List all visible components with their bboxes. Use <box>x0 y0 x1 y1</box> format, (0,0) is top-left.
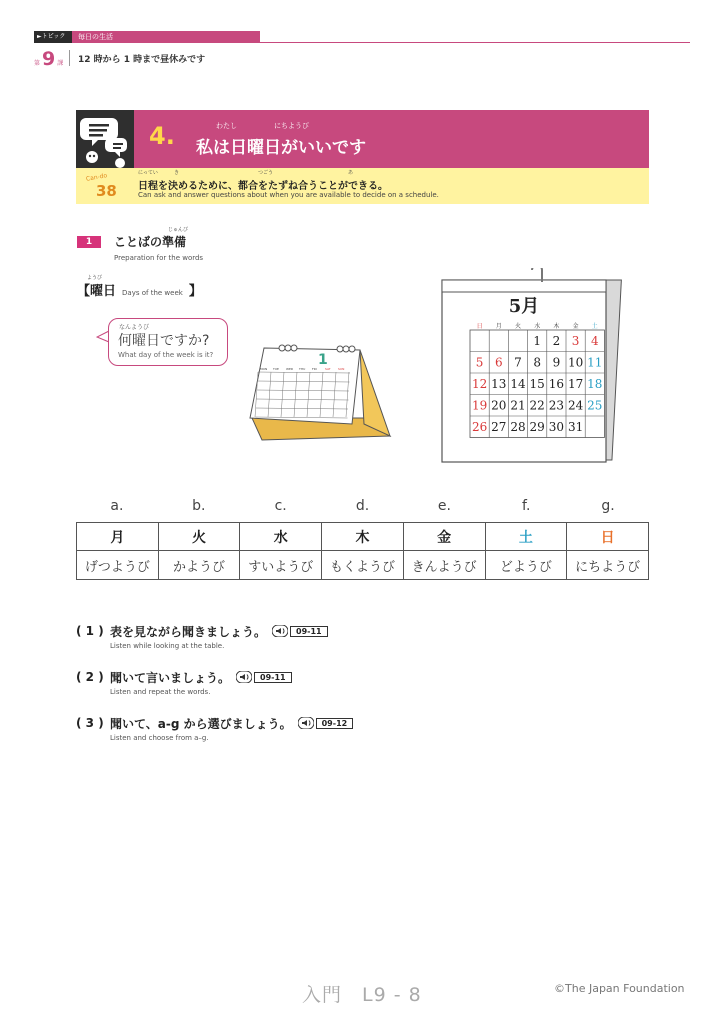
speaker-icon[interactable] <box>298 717 314 729</box>
kana-cell: げつようび <box>77 551 159 580</box>
wall-calendar-date: 4 <box>590 334 599 348</box>
lesson-number: 第 9 課 <box>34 48 64 70</box>
exercise-1 <box>76 622 328 650</box>
wall-calendar-date: 30 <box>548 420 565 434</box>
exercise-instruction: 表を見ながら聞きましょう。 <box>110 624 267 639</box>
svg-text:MON: MON <box>260 367 268 371</box>
kanji-cell: 水 <box>240 523 322 551</box>
wall-calendar-date: 16 <box>548 377 565 391</box>
wall-calendar-date: 22 <box>529 398 545 413</box>
wall-calendar-date: 27 <box>491 420 507 434</box>
wall-calendar-date: 1 <box>533 334 542 348</box>
exercise-instruction: 聞いて言いましょう。 <box>110 670 231 685</box>
wall-calendar-date: 21 <box>510 398 526 413</box>
kana-cell: にちようび <box>567 551 649 580</box>
exercise-number: ( 3 ) <box>76 716 104 730</box>
exercise-translation: Listen and choose from a–g. <box>110 734 209 742</box>
section-title: ことばの準備 <box>114 235 187 249</box>
wall-calendar-date: 7 <box>514 355 522 370</box>
svg-text:SUN: SUN <box>338 367 345 371</box>
topic-divider <box>260 42 690 43</box>
days-table <box>76 522 649 580</box>
wall-calendar-date: 17 <box>567 377 584 391</box>
kana-row <box>77 551 649 580</box>
kana-cell: きんようび <box>403 551 485 580</box>
wall-calendar-date: 9 <box>552 355 561 370</box>
kanji-cell-sunday: 日 <box>567 523 649 551</box>
wall-calendar-date: 29 <box>529 420 545 434</box>
track-number[interactable]: 09-11 <box>254 672 292 683</box>
wall-calendar-date: 15 <box>529 377 545 391</box>
kanji-cell-saturday: 土 <box>485 523 567 551</box>
cando-badge: Can-do 38 <box>85 172 117 200</box>
banner-head: 4. わたし にちようび 私は日曜日がいいです <box>134 110 649 168</box>
wall-calendar-header: 月 <box>495 323 502 330</box>
letter-e: e. <box>437 498 451 514</box>
kanji-cell: 月 <box>77 523 159 551</box>
youbi-heading: 【曜日 Days of the week 】 <box>77 284 202 299</box>
letter-a: a. <box>110 498 124 514</box>
cando-text-jp: 日程を決めるために、都合をたずね合うことができる。 <box>138 181 388 192</box>
exercise-translation: Listen while looking at the table. <box>110 642 225 650</box>
exercise-2 <box>76 668 292 696</box>
exercise-instruction: 聞いて、a-g から選びましょう。 <box>110 716 292 731</box>
kanji-cell: 火 <box>158 523 240 551</box>
wall-calendar-date: 28 <box>510 420 526 434</box>
audio-track[interactable] <box>272 625 328 637</box>
wall-calendar-date: 26 <box>471 420 488 434</box>
svg-text:WED: WED <box>286 367 294 371</box>
wall-calendar-month: 5月 <box>508 296 540 317</box>
exercise-number: ( 1 ) <box>76 624 104 638</box>
kana-cell: かようび <box>158 551 240 580</box>
wall-calendar-header: 日 <box>476 323 483 330</box>
svg-text:FRI: FRI <box>312 367 317 371</box>
copyright: ©The Japan Foundation <box>554 982 685 995</box>
desk-calendar-illustration <box>248 340 396 442</box>
cando-text-en: Can ask and answer questions about when you are available to decide on a schedule. <box>138 191 439 199</box>
audio-track[interactable] <box>236 671 292 683</box>
wall-calendar-date: 14 <box>510 377 526 391</box>
exercise-number: ( 2 ) <box>76 670 104 684</box>
section-title-ruby: じゅんび <box>168 227 189 233</box>
svg-text:SAT: SAT <box>325 367 331 371</box>
letter-b: b. <box>192 498 206 514</box>
bubble-ruby: なんようび <box>119 324 150 331</box>
conversation-icon <box>76 110 134 168</box>
banner-title: 私は日曜日がいいです <box>196 138 366 158</box>
exercise-3 <box>76 714 353 742</box>
wall-calendar-header: 金 <box>572 323 579 330</box>
kanji-row <box>77 523 649 551</box>
cando-strip: Can-do 38 にってい き つごう あ 日程を決めるために、都合をたずね合うことができる。 Can ask and answer questions about when you are available to decide on a schedule. <box>76 168 649 204</box>
exercise-translation: Listen and repeat the words. <box>110 688 211 696</box>
wall-calendar-date: 6 <box>494 355 503 370</box>
svg-text:THU: THU <box>299 367 306 371</box>
wall-calendar-date: 25 <box>587 398 603 413</box>
section-banner <box>76 110 649 204</box>
lesson-title: 12 時から 1 時まで昼休みです <box>78 55 206 65</box>
wall-calendar-illustration <box>440 268 624 466</box>
bubble-translation: What day of the week is it? <box>118 351 214 359</box>
wall-calendar-date: 19 <box>471 398 488 413</box>
lesson-divider <box>69 50 70 66</box>
banner-number: 4. <box>149 122 175 150</box>
wall-calendar-date: 3 <box>571 334 580 348</box>
wall-calendar-date: 13 <box>491 377 507 391</box>
audio-track[interactable] <box>298 717 354 729</box>
topic-tag: ►トピック <box>34 31 72 43</box>
bubble-question: 何曜日ですか? <box>118 333 210 349</box>
day-letters <box>76 498 649 514</box>
wall-calendar-date: 5 <box>475 355 484 370</box>
track-number[interactable]: 09-12 <box>316 718 354 729</box>
kanji-cell: 木 <box>322 523 404 551</box>
kana-cell: もくようび <box>322 551 404 580</box>
letter-c: c. <box>274 498 287 514</box>
wall-calendar-header: 木 <box>553 323 560 330</box>
letter-d: d. <box>355 498 370 514</box>
track-number[interactable]: 09-11 <box>290 626 328 637</box>
speaker-icon[interactable] <box>236 671 252 683</box>
wall-calendar-date: 8 <box>533 355 542 370</box>
page-label: 入門 L9 - 8 <box>302 984 422 1006</box>
section-subtitle: Preparation for the words <box>114 254 204 262</box>
letter-g: g. <box>601 498 615 514</box>
wall-calendar-date: 24 <box>567 398 584 413</box>
svg-text:TUE: TUE <box>273 367 279 371</box>
speech-bubble <box>108 318 228 366</box>
speaker-icon[interactable] <box>272 625 288 637</box>
desk-calendar-month: 1 <box>318 352 328 368</box>
wall-calendar-date: 10 <box>567 355 584 370</box>
letter-f: f. <box>522 498 531 514</box>
kanji-cell: 金 <box>403 523 485 551</box>
wall-calendar-date: 23 <box>548 398 565 413</box>
youbi-ruby: ようび <box>87 275 103 281</box>
wall-calendar-date: 20 <box>491 398 507 413</box>
wall-calendar-header: 火 <box>514 323 522 330</box>
wall-calendar-date: 12 <box>471 377 488 391</box>
wall-calendar-header: 土 <box>591 323 598 330</box>
topic-bar <box>34 31 690 43</box>
kana-cell: どようび <box>485 551 567 580</box>
wall-calendar-date: 18 <box>587 377 603 391</box>
topic-name: 毎日の生活 <box>72 31 260 43</box>
wall-calendar-date: 31 <box>567 420 584 434</box>
wall-calendar-date: 11 <box>587 355 603 370</box>
wall-calendar-date: 2 <box>552 334 561 348</box>
kana-cell: すいようび <box>240 551 322 580</box>
section-number: 1 <box>77 236 101 248</box>
wall-calendar-header: 水 <box>534 323 541 330</box>
